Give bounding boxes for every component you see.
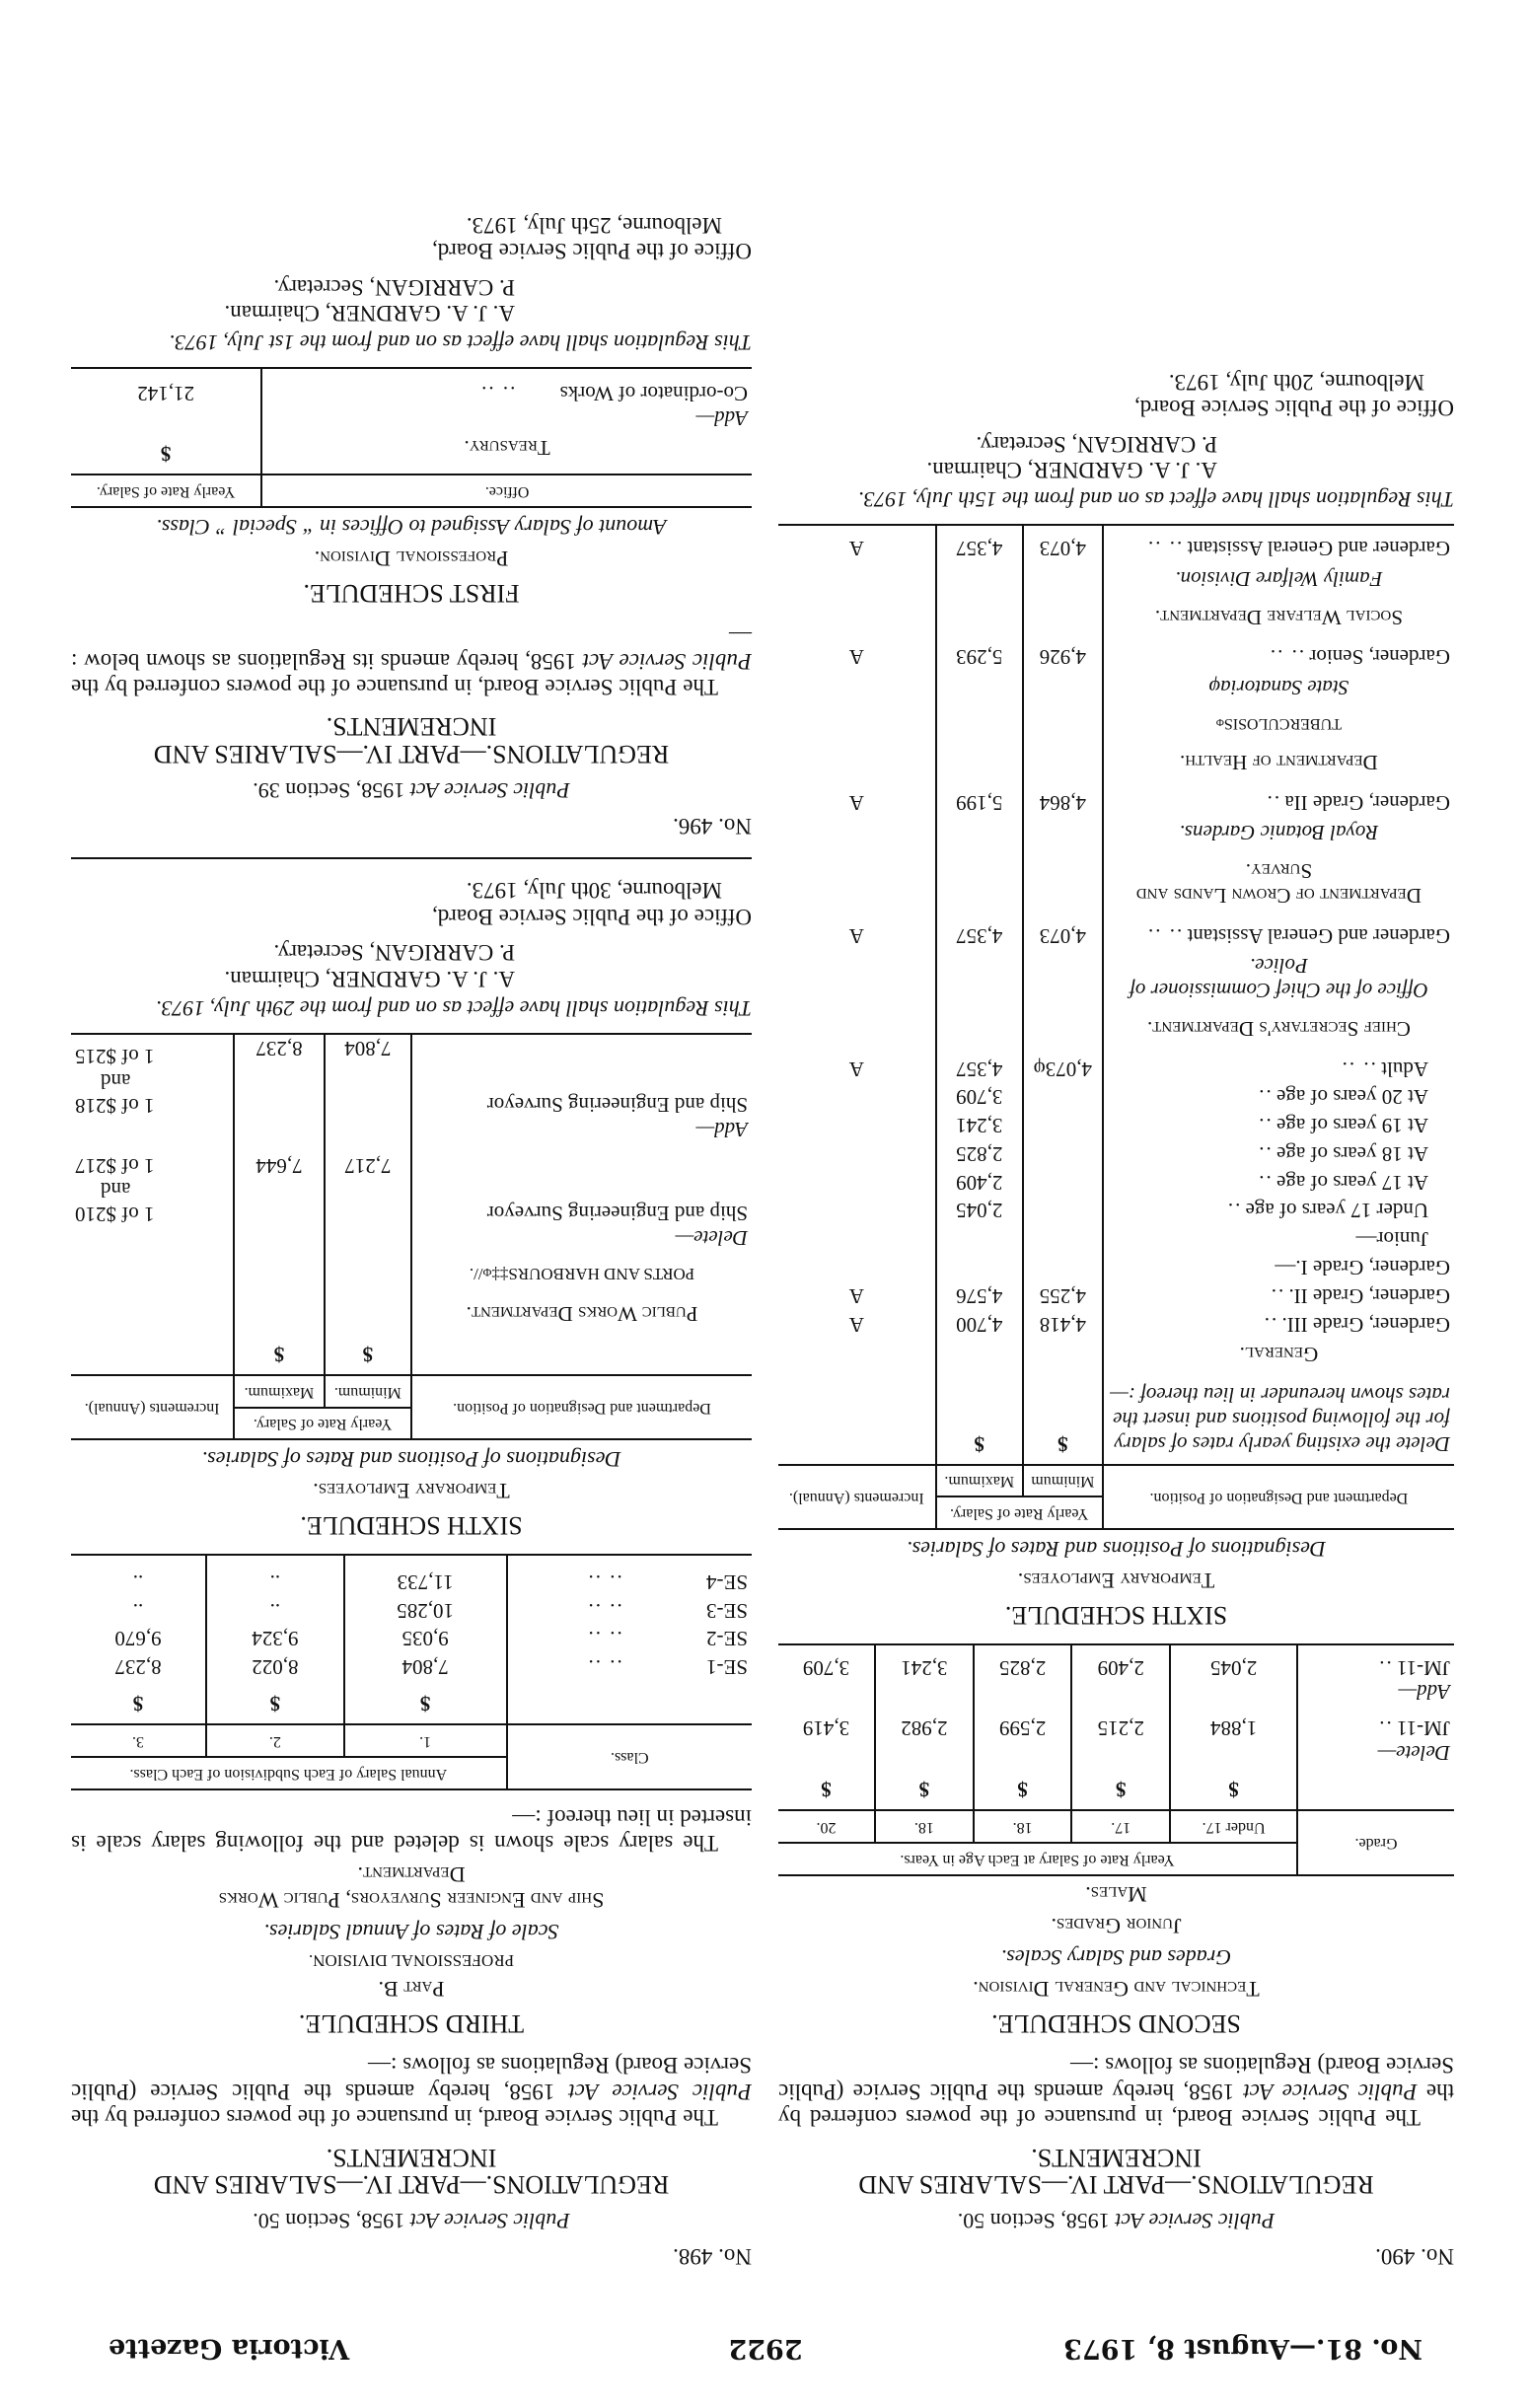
age-header: Under 17. (1170, 1810, 1297, 1843)
second-schedule-group: Junior Grades. (1051, 1914, 1182, 1939)
signatures-496 (71, 273, 515, 326)
leader-dots: .. (1257, 1085, 1272, 1110)
issue-number: No. 81.—August 8, 1973 (1063, 2333, 1422, 2364)
class-cell: SE-2 (706, 1627, 748, 1651)
value-cell: 7,804 (344, 1652, 507, 1689)
value-cell: 2,599 (974, 1714, 1072, 1775)
notice-496-act (71, 777, 752, 803)
notice-498-preamble (71, 2052, 752, 2130)
table-row (778, 1111, 1454, 1139)
row-action: Add— (1398, 1680, 1450, 1705)
increment-cell: 1 of $218 (75, 1093, 155, 1118)
special-class-table (71, 367, 752, 508)
value-cell: 1,884 (1170, 1714, 1297, 1775)
secretary-signature: P. CARRIGAN, Secretary. (273, 274, 515, 300)
leader-dots: .. .. (586, 1569, 622, 1594)
increment-cell: A (778, 788, 936, 817)
minimum-cell: 4,255 (1023, 1281, 1103, 1310)
value-cell: 9,670 (71, 1625, 206, 1653)
position-cell: Gardener, Grade III. (1281, 1312, 1450, 1337)
minimum-cell: 7,804 (325, 1034, 411, 1151)
temporary-employees-table-490 (778, 524, 1454, 1530)
rate-header: Yearly Rate of Salary. (936, 1497, 1103, 1530)
value-cell: 3,419 (778, 1714, 875, 1775)
position-cell: Ship and Engineering Surveyor (486, 1202, 748, 1226)
second-schedule-division: Technical and General Division. (973, 1977, 1260, 2003)
minimum-cell: 4,073 (1023, 525, 1103, 562)
value-cell: 11,733 (344, 1555, 507, 1596)
table-row (778, 1253, 1454, 1281)
act-name: Public Service Act (409, 2208, 570, 2233)
value-cell: 8,237 (71, 1652, 206, 1689)
minimum-cell (1023, 1111, 1103, 1139)
currency-symbol: $ (974, 1775, 1072, 1810)
currency-symbol: $ (1023, 1380, 1103, 1464)
value-cell: 2,982 (875, 1714, 974, 1775)
leader-dots: .. .. (1146, 537, 1183, 561)
office-dateline-490 (778, 369, 1454, 421)
instruction-text: Delete the existing yearly rates of salary for the following positions and insert the rates shown hereunder in lieu thereof :— (1110, 1383, 1450, 1456)
increment-cell: A (778, 921, 936, 950)
position-header: Department and Designation of Position. (1149, 1489, 1409, 1506)
third-schedule-title: THIRD SCHEDULE. (298, 2009, 525, 2039)
office-cell: Co-ordinator of Works (559, 381, 748, 405)
minimum-cell (1023, 1197, 1103, 1225)
notice-496-number: No. 496. (673, 813, 752, 839)
table-row (778, 525, 1454, 562)
currency-symbol: $ (344, 1689, 507, 1724)
table-row (71, 1652, 752, 1689)
table-row (71, 1555, 752, 1596)
sixth-schedule-group-498: Temporary Employees. (313, 1479, 510, 1504)
leader-dots: .. (1257, 1170, 1272, 1195)
value-cell: 9,324 (206, 1625, 343, 1653)
currency-symbol: $ (1170, 1775, 1297, 1810)
notice-490-title (778, 2144, 1454, 2198)
currency-symbol: $ (234, 1340, 324, 1375)
office-heading: Family Welfare Division. (1175, 566, 1383, 591)
rate-header: Yearly Rate of Salary. (71, 474, 261, 507)
leader-dots: .. (1377, 1716, 1392, 1741)
junior-grades-table (778, 1643, 1454, 1876)
maximum-cell: 4,357 (936, 525, 1023, 562)
table-row (778, 1714, 1454, 1775)
title-line-1: REGULATIONS.—PART IV.—SALARIES AND (153, 739, 670, 768)
preamble-b: 1958, hereby amends its Regulations as shown below :— (71, 622, 752, 674)
increments-header: Increments (Annual). (71, 1375, 234, 1440)
branch-heading: PORTS AND HARBOURS‡‡φ//. (469, 1265, 695, 1284)
maximum-cell: 4,700 (936, 1310, 1023, 1339)
leader-dots: .. .. (1146, 923, 1183, 948)
increment-cell: 1 of $215 (75, 1045, 155, 1069)
position-cell: At 18 years of age (1276, 1141, 1428, 1166)
age-header: 18. (974, 1810, 1072, 1843)
position-cell: Gardener, Grade II. (1288, 1283, 1450, 1308)
minimum-cell (1023, 1168, 1103, 1197)
position-cell: Gardener and General Assistant (1187, 537, 1450, 561)
leader-dots: .. (1377, 1655, 1392, 1680)
sixth-schedule-group: Temporary Employees. (1017, 1569, 1215, 1594)
maximum-cell: 8,237 (234, 1034, 324, 1151)
table-row (778, 1644, 1454, 1715)
act-section: 1958, Section 50. (253, 2208, 405, 2233)
currency-symbol: $ (936, 1380, 1023, 1464)
increment-cell: 1 of $210 (75, 1203, 155, 1227)
notice-490-number: No. 490. (1375, 2244, 1454, 2269)
effective-date-498: This Regulation shall have effect as on and from the 29th July, 1973. (155, 995, 752, 1021)
third-schedule-part: Part B. (378, 1977, 445, 2003)
table-row (778, 1197, 1454, 1225)
title-line-2: INCREMENTS. (326, 712, 497, 742)
preamble-b: 1958, hereby amends the Public Service (Public Service Board) Regulations as follows :— (70, 2053, 752, 2104)
increment-and: and (101, 1178, 131, 1203)
office-header: Office. (484, 483, 530, 501)
position-cell: At 19 years of age (1276, 1114, 1428, 1138)
title-line-2: INCREMENTS. (1031, 2143, 1202, 2172)
minimum-cell: 4,073 (1023, 921, 1103, 950)
minimum-cell: 4,926 (1023, 643, 1103, 672)
grade-cell: JM-11 (1396, 1655, 1450, 1680)
position-cell: Adult (1381, 1057, 1428, 1081)
temporary-employees-table-498 (71, 1033, 752, 1441)
increment-cell: 1 of $217 (75, 1153, 155, 1178)
increment-cell: A (778, 1310, 936, 1339)
currency-symbol: $ (778, 1775, 875, 1810)
minimum-header: Minimum. (325, 1375, 411, 1408)
office-line: Office of the Public Service Board, (431, 239, 752, 264)
leader-dots: .. .. (586, 1655, 622, 1680)
minimum-header: Minimum (1023, 1465, 1103, 1497)
notice-498-act (71, 2208, 752, 2233)
preamble-act: Public Service Act (1243, 2079, 1418, 2104)
value-cell: 10,285 (344, 1596, 507, 1625)
position-cell: At 17 years of age (1276, 1170, 1428, 1195)
office-heading: State Sanatoriaφ (1208, 676, 1349, 700)
chairman-signature: A. J. A. GARDNER, Chairman. (224, 966, 515, 991)
position-cell: Under 17 years of age (1245, 1199, 1428, 1223)
row-action: Add— (695, 1117, 748, 1141)
first-schedule-division: Professional Division. (314, 547, 509, 572)
increment-cell: A (778, 525, 936, 562)
table-row (778, 1168, 1454, 1197)
leader-dots: .. .. (586, 1598, 622, 1623)
preamble-b: 1958, hereby amends the Public Service (Public Service Board) Regulations as follows :— (777, 2053, 1454, 2104)
currency-symbol: $ (875, 1775, 974, 1810)
maximum-header: Maximum. (234, 1375, 324, 1408)
leader-dots: .. .. (479, 381, 516, 405)
subdivision-header: 3. (71, 1724, 206, 1757)
minimum-cell: 7,217 (325, 1151, 411, 1260)
class-cell: SE-1 (706, 1655, 748, 1680)
table-row (778, 1281, 1454, 1310)
increment-cell: A (778, 643, 936, 672)
notice-498-title (71, 2144, 752, 2198)
position-cell: Junior— (1355, 1227, 1428, 1252)
leader-dots: .. .. (1340, 1057, 1376, 1081)
position-cell: Gardener and General Assistant (1187, 923, 1450, 948)
preamble-a: The Public Service Board, in pursuance of the powers conferred by the (778, 2079, 1454, 2131)
table-row (778, 921, 1454, 950)
dept-heading: Department of Crown Lands and Survey. (1135, 859, 1422, 908)
preamble-a: The Public Service Board, in pursuance of the powers conferred by the (71, 2105, 718, 2131)
class-cell: SE-4 (706, 1569, 748, 1594)
preamble-act: Public Service Act (582, 648, 752, 674)
class-header: Class. (610, 1749, 649, 1767)
leader-dots: .. (1269, 1283, 1284, 1308)
class-cell: SE-3 (706, 1598, 748, 1623)
grade-header: Grade. (1354, 1835, 1398, 1853)
value-cell: .. (206, 1555, 343, 1596)
row-action: Add— (695, 405, 748, 430)
rate-header: Yearly Rate of Salary. (234, 1408, 411, 1440)
value-cell: 2,215 (1071, 1714, 1170, 1775)
minimum-cell (1023, 1083, 1103, 1112)
first-schedule-subtitle: Amount of Salary Assigned to Offices in “ Special ” Class. (156, 515, 667, 541)
position-cell: Gardener, Senior (1309, 645, 1450, 670)
maximum-cell: 2,409 (936, 1168, 1023, 1197)
signatures-490 (778, 430, 1217, 482)
act-section: 1958, Section 50. (957, 2208, 1110, 2233)
table-row (71, 1596, 752, 1625)
office-heading: Office of the Chief Commissioner of Police. (1130, 954, 1428, 1003)
sixth-schedule-subtitle-498: Designations of Positions and Rates of Salaries. (201, 1447, 621, 1473)
leader-dots: .. .. (586, 1627, 622, 1651)
sixth-schedule-title-498: SIXTH SCHEDULE. (300, 1511, 523, 1541)
leader-dots: .. .. (1268, 645, 1305, 670)
table-row (778, 643, 1454, 672)
ship-engineer-scale-table (71, 1554, 752, 1790)
section-divider (71, 857, 752, 859)
dept-heading: Public Works Department. (466, 1301, 698, 1326)
notice-498-number: No. 498. (673, 2244, 752, 2269)
publication-title: Victoria Gazette (109, 2333, 350, 2364)
running-head (69, 2324, 1462, 2364)
preamble-act: Public Service Act (568, 2079, 752, 2104)
leader-dots: .. (1257, 1141, 1272, 1166)
place-date-line: Melbourne, 30th July, 1973. (466, 878, 722, 904)
place-date-line: Melbourne, 25th July, 1973. (466, 212, 722, 238)
maximum-cell: 7,644 (234, 1151, 324, 1260)
office-heading: Royal Botanic Gardens. (1179, 821, 1379, 845)
value-cell: 3,241 (875, 1644, 974, 1715)
age-header: 18. (875, 1810, 974, 1843)
value-cell: .. (71, 1596, 206, 1625)
value-cell: 8,022 (206, 1652, 343, 1689)
table-row (778, 1139, 1454, 1168)
office-dateline-498 (71, 877, 752, 929)
currency-symbol: $ (71, 1689, 206, 1724)
grade-cell: JM-11 (1396, 1716, 1450, 1741)
sixth-schedule-subtitle: Designations of Positions and Rates of Salaries. (907, 1537, 1326, 1563)
table-row (71, 1034, 752, 1151)
currency-symbol: $ (206, 1689, 343, 1724)
value-cell: 9,035 (344, 1625, 507, 1653)
maximum-cell: 4,576 (936, 1281, 1023, 1310)
table-row (71, 1625, 752, 1653)
table-row (71, 1151, 752, 1260)
maximum-cell: 5,199 (936, 788, 1023, 817)
maximum-cell: 2,045 (936, 1197, 1023, 1225)
currency-symbol: $ (1071, 1775, 1170, 1810)
notice-496-title (71, 713, 752, 767)
rate-header: Yearly Rate of Salary at Each Age in Years. (778, 1843, 1297, 1875)
maximum-cell: 5,293 (936, 643, 1023, 672)
maximum-cell: 2,825 (936, 1139, 1023, 1168)
secretary-signature: P. CARRIGAN, Secretary. (976, 431, 1217, 457)
increment-and: and (101, 1069, 131, 1094)
page-number: 2922 (728, 2333, 803, 2364)
group-line-2: Department. (357, 1862, 466, 1888)
salary-cell: 21,142 (71, 368, 261, 432)
title-line-1: REGULATIONS.—PART IV.—SALARIES AND (858, 2169, 1374, 2199)
table-row (778, 1055, 1454, 1083)
first-schedule-title: FIRST SCHEDULE. (303, 578, 520, 608)
act-name: Public Service Act (1115, 2208, 1276, 2233)
table-row (778, 1310, 1454, 1339)
dept-heading: Treasury. (464, 436, 550, 461)
maximum-cell: 4,357 (936, 1055, 1023, 1083)
third-schedule-subtitle: Scale of Rates of Annual Salaries. (263, 1920, 559, 1945)
table-row (71, 368, 752, 432)
table-row (778, 1225, 1454, 1254)
position-cell: Gardener, Grade IIa (1284, 790, 1450, 815)
age-header: 20. (778, 1810, 875, 1843)
preamble-a: The Public Service Board, in pursuance of the powers conferred by the (71, 675, 718, 700)
currency-symbol: $ (71, 432, 261, 475)
minimum-cell: 4,864 (1023, 788, 1103, 817)
notice-490-act (778, 2208, 1454, 2233)
row-action: Delete— (1377, 1741, 1450, 1766)
chairman-signature: A. J. A. GARDNER, Chairman. (926, 458, 1217, 483)
title-line-1: REGULATIONS.—PART IV.—SALARIES AND (153, 2169, 670, 2199)
row-action: Delete— (675, 1226, 748, 1251)
table-row (778, 1083, 1454, 1112)
value-cell: 2,045 (1170, 1644, 1297, 1715)
office-dateline-496 (71, 211, 752, 263)
minimum-cell (1023, 1139, 1103, 1168)
column-right (71, 211, 752, 2270)
increment-cell: A (778, 1281, 936, 1310)
value-cell: 2,409 (1071, 1644, 1170, 1715)
chairman-signature: A. J. A. GARDNER, Chairman. (224, 301, 515, 327)
effective-date-496: This Regulation shall have effect as on and from the 1st July, 1973. (169, 330, 752, 356)
third-schedule-division: PROFESSIONAL DIVISION. (308, 1951, 515, 1971)
dept-heading: Chief Secretary's Department. (1146, 1016, 1411, 1041)
second-schedule-title: SECOND SCHEDULE. (991, 2009, 1241, 2039)
salary-header: Annual Salary of Each Subdivision of Each Class. (71, 1757, 507, 1789)
dept-heading: Social Welfare Department. (1154, 605, 1403, 629)
increment-cell: A (778, 1055, 936, 1083)
position-header: Department and Designation of Position. (453, 1400, 711, 1418)
maximum-cell: 3,241 (936, 1111, 1023, 1139)
currency-symbol: $ (325, 1340, 411, 1375)
subdivision-header: 2. (206, 1724, 343, 1757)
position-cell: Ship and Engineering Surveyor (486, 1093, 748, 1118)
minimum-cell: 4,073φ (1023, 1055, 1103, 1083)
second-schedule-subtitle: Grades and Salary Scales. (1000, 1945, 1232, 1971)
position-cell: Gardener, Grade I.— (1275, 1256, 1450, 1280)
leader-dots: .. (1265, 790, 1280, 815)
place-date-line: Melbourne, 20th July, 1973. (1168, 370, 1424, 396)
maximum-cell: 4,357 (936, 921, 1023, 950)
notice-496-preamble (71, 621, 752, 699)
value-cell: 3,709 (778, 1644, 875, 1715)
age-header: 17. (1071, 1810, 1170, 1843)
secretary-signature: P. CARRIGAN, Secretary. (273, 940, 515, 966)
dept-heading: General. (1239, 1343, 1319, 1367)
title-line-2: INCREMENTS. (326, 2143, 497, 2172)
subdivision-header: 1. (344, 1724, 507, 1757)
act-name: Public Service Act (409, 777, 570, 803)
act-section: 1958, Section 39. (253, 777, 405, 803)
group-line-1: Ship and Engineer Surveyors, Public Works (218, 1888, 605, 1914)
third-schedule-instruction: The salary scale shown is deleted and the following salary scale is inserted in lieu thereof :— (71, 1805, 752, 1857)
second-schedule-sex: Males. (1085, 1882, 1147, 1908)
value-cell: .. (206, 1596, 343, 1625)
value-cell: 2,825 (974, 1644, 1072, 1715)
signatures-498 (71, 939, 515, 991)
leader-dots: .. (1257, 1114, 1272, 1138)
column-left (778, 369, 1454, 2270)
notice-490-preamble (778, 2052, 1454, 2130)
maximum-header: Maximum. (936, 1465, 1023, 1497)
sixth-schedule-title: SIXTH SCHEDULE. (1004, 1600, 1228, 1630)
value-cell: .. (71, 1555, 206, 1596)
minimum-cell: 4,418 (1023, 1310, 1103, 1339)
effective-date-490: This Regulation shall have effect as on and from the 15th July, 1973. (857, 487, 1454, 513)
third-schedule-group (71, 1861, 752, 1913)
branch-heading: TUBERCULOSISφ (1215, 715, 1342, 733)
leader-dots: .. (1262, 1312, 1277, 1337)
position-cell: At 20 years of age (1276, 1085, 1428, 1110)
maximum-cell: 3,709 (936, 1083, 1023, 1112)
table-row (778, 788, 1454, 817)
office-line: Office of the Public Service Board, (1133, 396, 1454, 421)
leader-dots: .. (1225, 1199, 1241, 1223)
office-line: Office of the Public Service Board, (431, 904, 752, 929)
increments-header: Increments (Annual). (778, 1465, 936, 1530)
dept-heading: Department of Health. (1180, 750, 1378, 774)
